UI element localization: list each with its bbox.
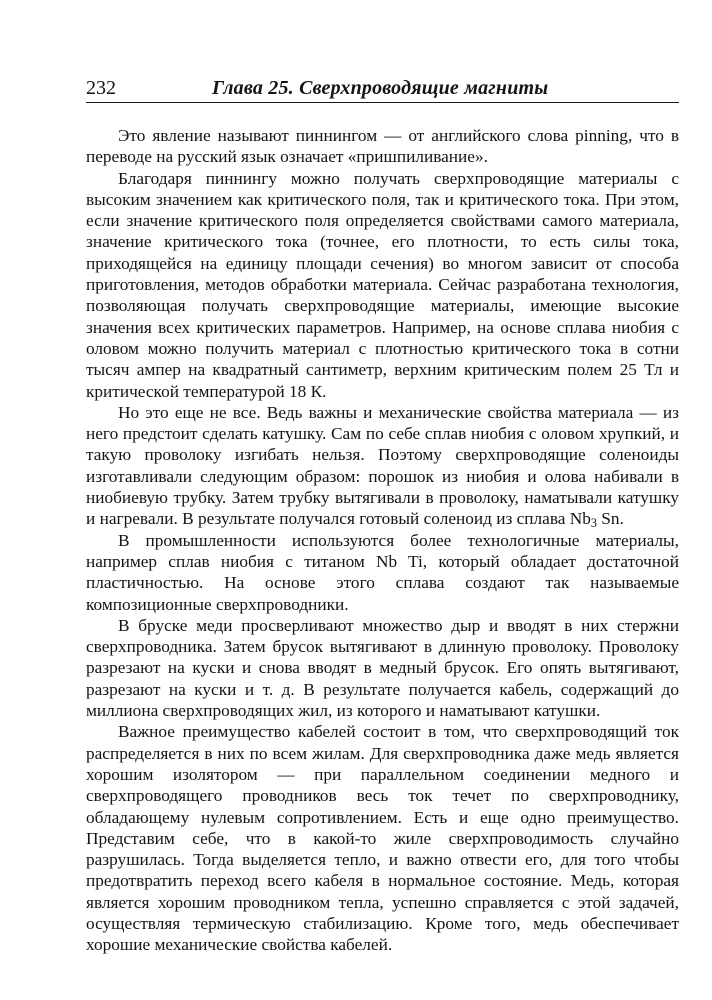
body-text <box>86 125 679 956</box>
page-number: 232 <box>86 77 116 99</box>
paragraph-4: В промышленности используются более технологичные материалы, например сплав ниобия с титаном Nb Ti, который обладает достаточной пластичностью. На основе этого сплава создают так называемые композиционные сверхпроводники. <box>86 530 679 614</box>
paragraph-3-end: Sn. <box>596 509 624 529</box>
paragraph-5: В бруске меди просверливают множество дыр и вводят в них стержни сверхпроводника. Затем брусок вытягивают в длинную проволоку. Проволоку разрезают на куски и снова вводят в медный брусок. Его опять вытягивают, разрезают на куски и т. д. В результате получается кабель, содержащий до миллиона сверхпроводящих жил, из которого и наматывают катушки. <box>86 615 679 721</box>
paragraph-1: Это явление называют пиннингом — от английского слова pinning, что в переводе на русский язык означает «пришпиливание». <box>86 126 679 167</box>
paragraph-3-text: Но это еще не все. Ведь важны и механические свойства материала — из него предстоит сделать катушку. Сам по себе сплав ниобия с оловом хрупкий, и такую проволоку изгибать нельзя. Поэтому сверхпроводящие соленоиды изготавливали следующим образом: порошок из ниобия и олова набивали в ниобиевую трубку. Затем трубку вытягивали в проволоку, наматывали катушку и нагревали. В результате получался готовый соленоид из сплава Nb <box>86 402 679 529</box>
header-rule <box>86 102 679 103</box>
chapter-title: Глава 25. Сверхпроводящие магниты <box>212 77 549 99</box>
paragraph-6: Важное преимущество кабелей состоит в том, что сверхпроводящий ток распределяется в них по всем жилам. Для сверхпроводника даже медь является хорошим изолятором — при параллельном соединении медного и сверхпроводящего проводников весь ток течет по сверхпроводнику, обладающему нулевым сопротивлением. Есть и еще одно преимущество. Представим себе, что в какой-то жиле сверхпроводимость случайно разрушилась. Тогда выделяется тепло, и важно отвести его, для того чтобы предотвратить переход всего кабеля в нормальное состояние. Медь, которая является хорошим проводником тепла, успешно справляется с этой задачей, осуществляя термическую стабилизацию. Кроме того, медь обеспечивает хорошие механические свойства кабелей. <box>86 722 679 955</box>
page-header <box>86 76 679 102</box>
subscript-3: 3 <box>590 516 597 531</box>
paragraph-3 <box>86 402 679 530</box>
paragraph-2: Благодаря пиннингу можно получать сверхпроводящие материалы с высоким значением как критического поля, так и критического тока. При этом, если значение критического поля определяется свойствами самого материала, значение критического тока (точнее, его плотности, то есть силы тока, приходящейся на единицу площади сечения) во многом зависит от способа приготовления, методов обработки материала. Сейчас разработана технология, позволяющая получать сверхпроводящие материалы, имеющие высокие значения всех критических параметров. Например, на основе сплава ниобия с оловом можно получить материал с плотностью критического тока в сотни тысяч ампер на квадратный сантиметр, верхним критическим полем 25 Тл и критической температурой 18 К. <box>86 168 679 401</box>
